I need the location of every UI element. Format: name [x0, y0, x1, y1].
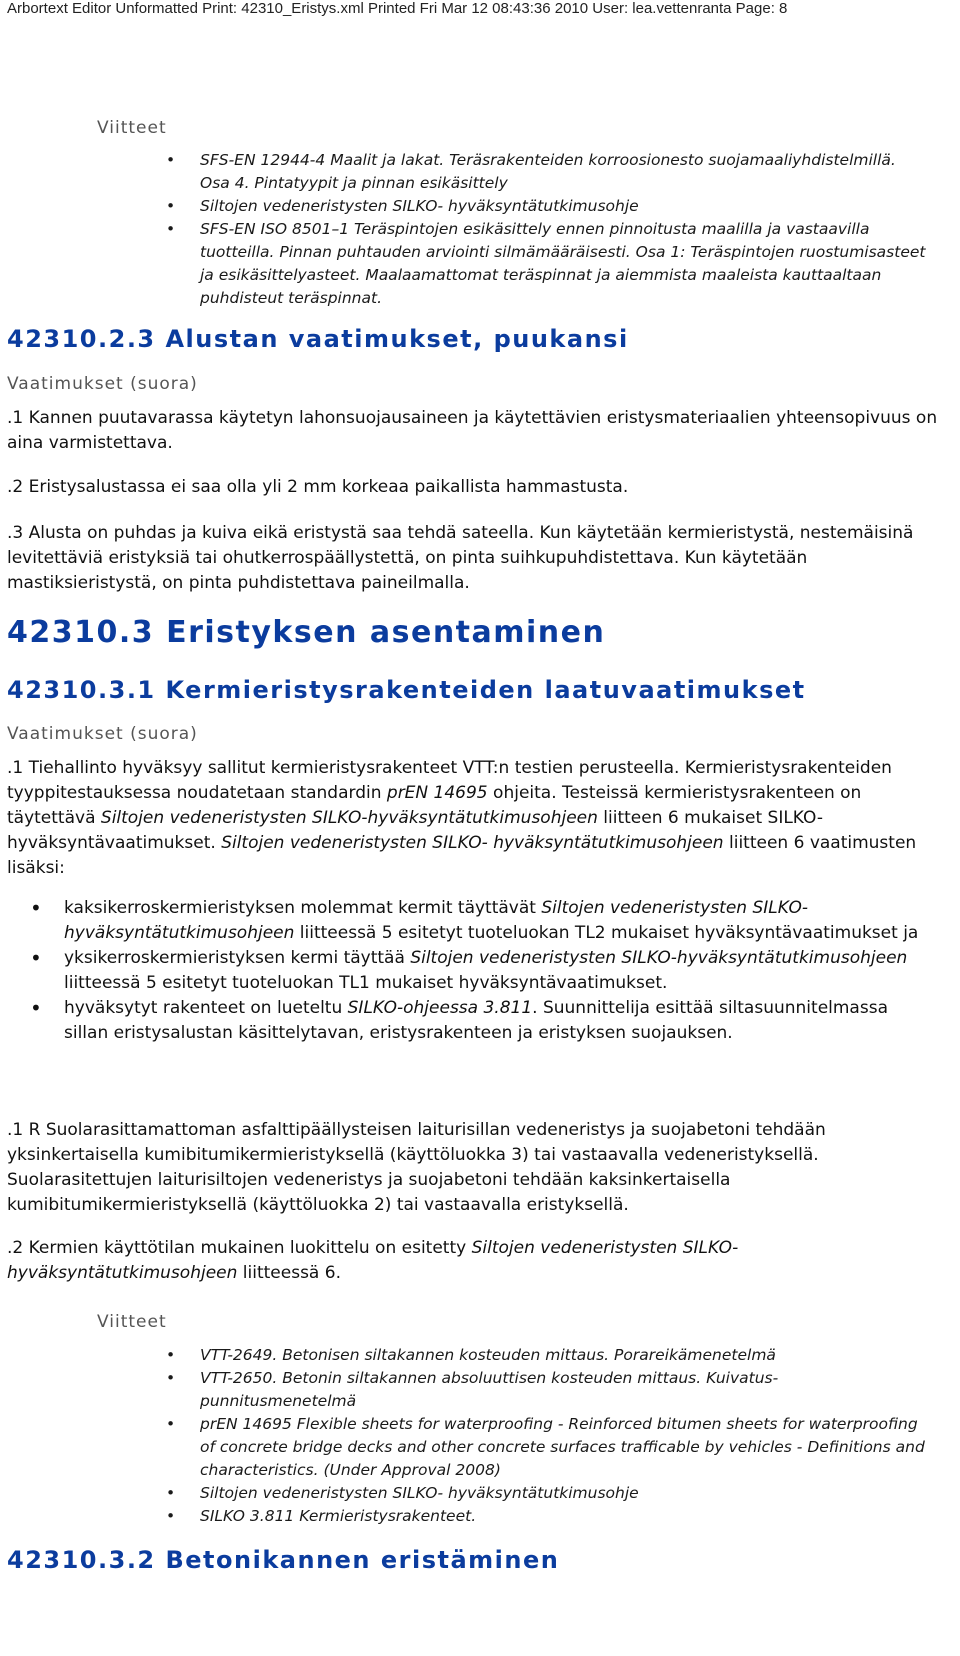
- requirements-label: Vaatimukset (suora): [7, 374, 198, 394]
- paragraph: .1 R Suolarasittamattoman asfalttipäällysteisen laiturisillan vedeneristys ja suojabetoni tehdään yksinkertaisella kumibitumikermieristyksellä (käyttöluokka 3) tai vastaavalla vedeneristyksellä. Suolarasitettujen laiturisiltojen vedeneristys ja suojabetoni tehdään kaksinkertaisella kumibitumikermieristyksellä (käyttöluokka 2) tai vastaavalla eristyksellä.: [7, 1120, 826, 1215]
- list-item: • VTT-2650. Betonin siltakannen absoluuttisen kosteuden mittaus. Kuivatus-punnitusmenetelmä: [166, 1367, 926, 1413]
- section-heading: 42310.2.3 Alustan vaatimukset, puukansi: [7, 325, 629, 353]
- references-label: Viitteet: [97, 118, 167, 138]
- list-item: • Siltojen vedeneristysten SILKO- hyväksyntätutkimusohje: [166, 1482, 926, 1505]
- list-item: • yksikerroskermieristyksen kermi täyttää Siltojen vedeneristysten SILKO-hyväksyntätutkimusohjeen liitteessä 5 esitetyt tuoteluokan TL1 mukaiset hyväksyntävaatimukset.: [30, 946, 930, 996]
- list-item: • VTT-2649. Betonisen siltakannen kosteuden mittaus. Porareikämenetelmä: [166, 1344, 926, 1367]
- section-heading: 42310.3.1 Kermieristysrakenteiden laatuvaatimukset: [7, 676, 806, 704]
- list-item: • prEN 14695 Flexible sheets for waterproofing - Reinforced bitumen sheets for waterproofing of concrete bridge decks and other concrete surfaces trafficable by vehicles - Definitions and characteristics. (Under Approval 2008): [166, 1413, 926, 1482]
- list-item: • SILKO 3.811 Kermieristysrakenteet.: [166, 1505, 926, 1528]
- requirements-label: Vaatimukset (suora): [7, 724, 198, 744]
- list-item: • SFS-EN ISO 8501–1 Teräspintojen esikäsittely ennen pinnoitusta maalilla ja vastaavilla tuotteilla. Pinnan puhtauden arviointi silmämääräisesti. Osa 1: Teräspintojen ruostumisasteet ja esikäsittelyasteet. Maalaamattomat teräspinnat ja aiemmista maaleista kauttaaltaan puhdisteut teräspinnat.: [166, 218, 926, 310]
- list-item: • Siltojen vedeneristysten SILKO- hyväksyntätutkimusohje: [166, 195, 926, 218]
- section-heading: 42310.3.2 Betonikannen eristäminen: [7, 1546, 560, 1574]
- references-list: [166, 1344, 926, 1528]
- section-heading: 42310.3 Eristyksen asentaminen: [7, 615, 606, 650]
- paragraph: .1 Tiehallinto hyväksyy sallitut kermieristysrakenteet VTT:n testien perusteella. Kermieristysrakenteiden tyyppitestauksessa noudatetaan standardin prEN 14695 ohjeita. Testeissä kermieristysrakenteen on täytettävä Siltojen vedeneristysten SILKO-hyväksyntätutkimusohjeen liitteen 6 mukaiset SILKO-hyväksyntävaatimukset. Siltojen vedeneristysten SILKO- hyväksyntätutkimusohjeen liitteen 6 vaatimusten lisäksi:: [7, 758, 917, 878]
- references-list: [166, 149, 926, 310]
- requirements-list: [30, 896, 930, 1046]
- paragraph: .3 Alusta on puhdas ja kuiva eikä eristystä saa tehdä sateella. Kun käytetään kermieristystä, nestemäisinä levitettäviä eristyksiä tai ohutkerrospäällystettä, on pinta suihkupuhdistettava. Kun käytetään mastiksieristystä, on pinta puhdistettava paineilmalla.: [7, 523, 914, 593]
- paragraph: .1 Kannen puutavarassa käytetyn lahonsuojausaineen ja käytettävien eristysmateriaalien yhteensopivuus on aina varmistettava.: [7, 408, 938, 453]
- references-label: Viitteet: [97, 1312, 167, 1332]
- print-header: Arbortext Editor Unformatted Print: 42310_Eristys.xml Printed Fri Mar 12 08:43:36 2010 User: lea.vettenranta Page: 8: [7, 0, 788, 17]
- list-item: • kaksikerroskermieristyksen molemmat kermit täyttävät Siltojen vedeneristysten SILKO-hyväksyntätutkimusohjeen liitteessä 5 esitetyt tuoteluokan TL2 mukaiset hyväksyntävaatimukset ja: [30, 896, 930, 946]
- list-item: • SFS-EN 12944-4 Maalit ja lakat. Teräsrakenteiden korroosionesto suojamaaliyhdistelmillä. Osa 4. Pintatyypit ja pinnan esikäsittely: [166, 149, 926, 195]
- list-item: • hyväksytyt rakenteet on lueteltu SILKO-ohjeessa 3.811. Suunnittelija esittää siltasuunnitelmassa sillan eristysalustan käsittelytavan, eristysrakenteen ja eristyksen suojauksen.: [30, 996, 930, 1046]
- paragraph: .2 Eristysalustassa ei saa olla yli 2 mm korkeaa paikallista hammastusta.: [7, 477, 629, 497]
- paragraph: .2 Kermien käyttötilan mukainen luokittelu on esitetty Siltojen vedeneristysten SILKO-hyväksyntätutkimusohjeen liitteessä 6.: [7, 1238, 739, 1283]
